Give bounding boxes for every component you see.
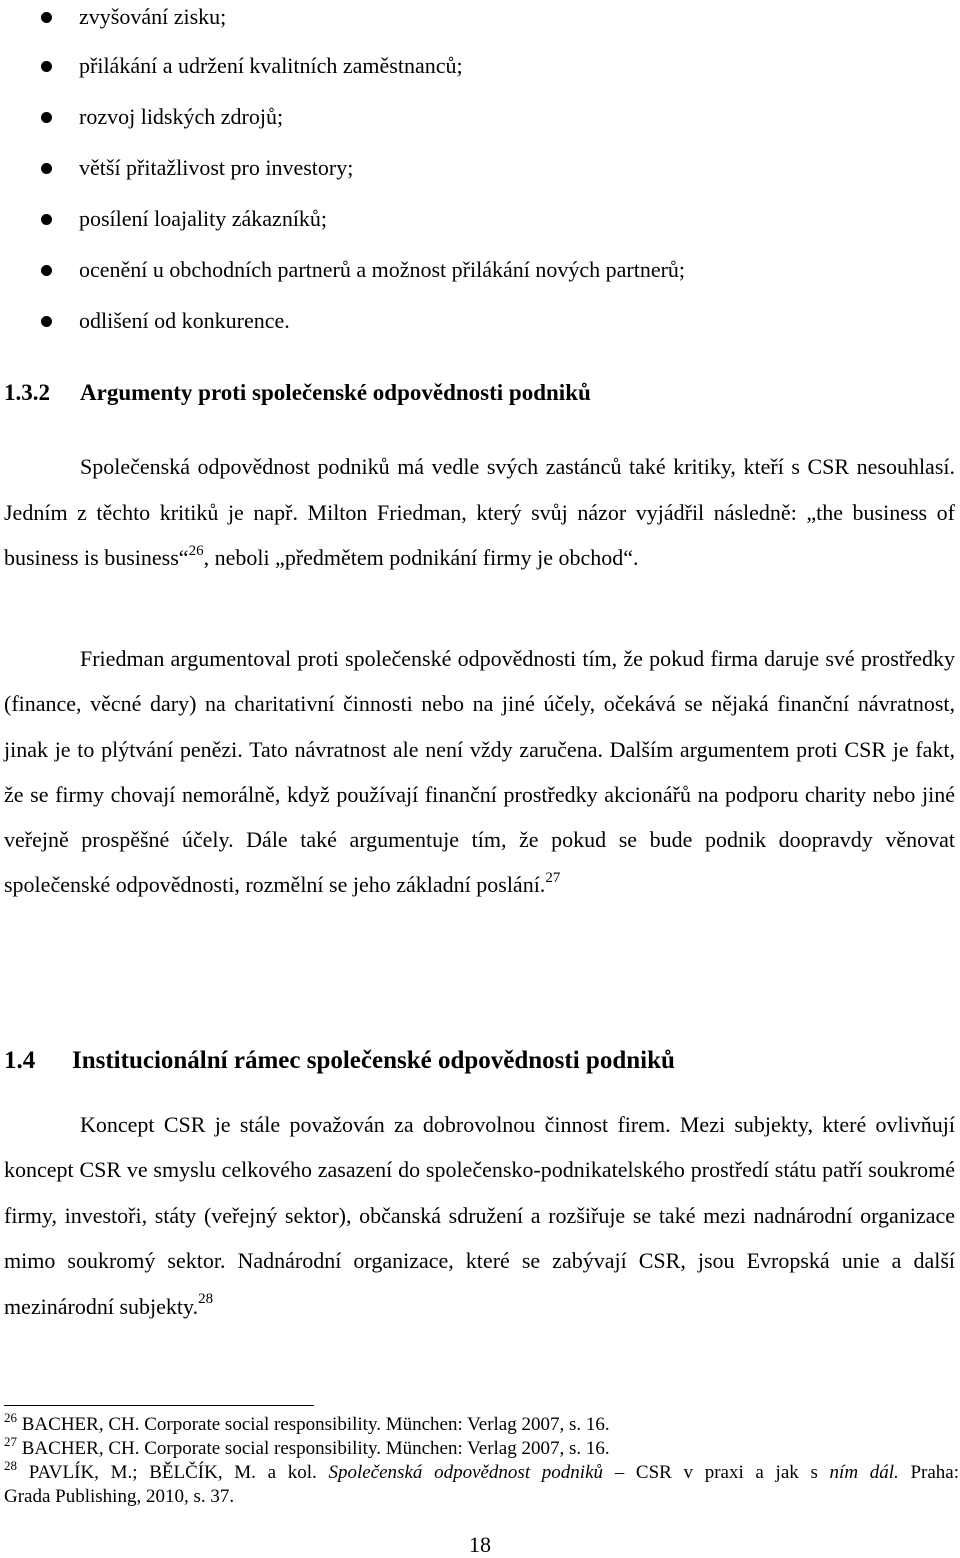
section-heading-1-3-2 bbox=[4, 380, 591, 406]
footnote-ref-27[interactable]: 27 bbox=[545, 870, 561, 887]
bullet-icon bbox=[41, 12, 52, 23]
footnote-ref-26[interactable]: 26 bbox=[188, 542, 204, 559]
page-number: 18 bbox=[469, 1532, 491, 1557]
list-item bbox=[0, 205, 960, 245]
bullet-icon bbox=[41, 163, 52, 174]
bullet-icon bbox=[41, 316, 52, 327]
footnote-27 bbox=[4, 1433, 959, 1461]
bullet-icon bbox=[41, 112, 52, 123]
list-item-text: rozvoj lidských zdrojů; bbox=[79, 104, 284, 129]
footnote-28 bbox=[4, 1457, 960, 1509]
section-heading-1-4 bbox=[4, 1047, 675, 1075]
footnote-text: BACHER, CH. Corporate social responsibility. München: Verlag 2007, s. 16. bbox=[21, 1438, 610, 1459]
footnotes bbox=[4, 1409, 960, 1509]
footnote-title: ním dál. bbox=[829, 1462, 899, 1483]
list-item-text: odlišení od konkurence. bbox=[79, 308, 290, 333]
footnote-number: 28 bbox=[4, 1457, 17, 1473]
list-item bbox=[0, 3, 960, 43]
footnote-number: 26 bbox=[4, 1409, 17, 1425]
paragraph-text: Společenská odpovědnost podniků má vedle svých zastánců také kritiky, kteří s CSR nesouhlasí. Jedním z těchto kritiků je např. Milton Friedman, který svůj názor vyjádřil následně: „the business of business is business“ bbox=[4, 454, 955, 570]
list-item-text: ocenění u obchodních partnerů a možnost přilákání nových partnerů; bbox=[79, 257, 686, 282]
footnote-text: PAVLÍK, M.; BĚLČÍK, M. a kol. bbox=[28, 1462, 329, 1483]
paragraph-text: Friedman argumentoval proti společenské odpovědnosti tím, že pokud firma daruje své prostředky (finance, věcné dary) na charitativní činnosti nebo na jiné účely, očekává se nějaká finanční návratnost, jinak je to plýtvání penězi. Tato návratnost ale není vždy zaručena. Dalším argumentem proti CSR je fakt, že se firmy chovají nemorálně, když používají finanční prostředky akcionářů na podporu charity nebo jiné veřejně prospěšné účely. Dále také argumentuje tím, že pokud se bude podnik doopravdy věnovat společenské odpovědnosti, rozmělní se jeho základní poslání. bbox=[4, 646, 955, 898]
section-number: 1.4 bbox=[4, 1047, 36, 1074]
list-item bbox=[0, 307, 960, 347]
footnote-text: – CSR v praxi a jak s bbox=[603, 1462, 830, 1483]
paragraph-text: , neboli „předmětem podnikání firmy je obchod“. bbox=[203, 545, 639, 570]
list-item-text: větší přitažlivost pro investory; bbox=[79, 155, 354, 180]
paragraph-institutional bbox=[4, 1102, 955, 1329]
footnote-text: Grada Publishing, 2010, s. 37. bbox=[4, 1486, 235, 1507]
list-item-text: posílení loajality zákazníků; bbox=[79, 206, 328, 231]
list-item bbox=[0, 256, 960, 296]
footnote-ref-28[interactable]: 28 bbox=[198, 1291, 214, 1308]
footnote-title: Společenská odpovědnost podniků bbox=[328, 1462, 604, 1483]
bullet-icon bbox=[41, 265, 52, 276]
footnote-text: Praha: bbox=[898, 1462, 960, 1483]
list-item bbox=[0, 52, 960, 92]
paragraph-friedman-quote bbox=[4, 444, 955, 581]
paragraph-friedman-argument bbox=[4, 636, 955, 908]
footnote-number: 27 bbox=[4, 1433, 17, 1449]
list-item bbox=[0, 154, 960, 194]
section-title: Institucionální rámec společenské odpovědnosti podniků bbox=[72, 1047, 675, 1074]
bullet-icon bbox=[41, 214, 52, 225]
footnote-separator bbox=[4, 1405, 314, 1406]
footnote-text: BACHER, CH. Corporate social responsibility. München: Verlag 2007, s. 16. bbox=[21, 1414, 610, 1435]
section-number: 1.3.2 bbox=[4, 380, 50, 405]
bullet-icon bbox=[41, 61, 52, 72]
paragraph-text: Koncept CSR je stále považován za dobrovolnou činnost firem. Mezi subjekty, které ovlivňují koncept CSR ve smyslu celkového zasazení do společensko-podnikatelského prostředí státu patří soukromé firmy, investoři, státy (veřejný sektor), občanská sdružení a rozšiřuje se také mezi nadnárodní organizace mimo soukromý sektor. Nadnárodní organizace, které se zabývají CSR, jsou Evropská unie a další mezinárodní subjekty. bbox=[4, 1112, 955, 1319]
footnote-26 bbox=[4, 1409, 959, 1437]
list-item-text: zvyšování zisku; bbox=[79, 4, 227, 29]
list-item-text: přilákání a udržení kvalitních zaměstnanců; bbox=[79, 53, 463, 78]
section-title: Argumenty proti společenské odpovědnosti podniků bbox=[80, 380, 591, 405]
list-item bbox=[0, 103, 960, 143]
